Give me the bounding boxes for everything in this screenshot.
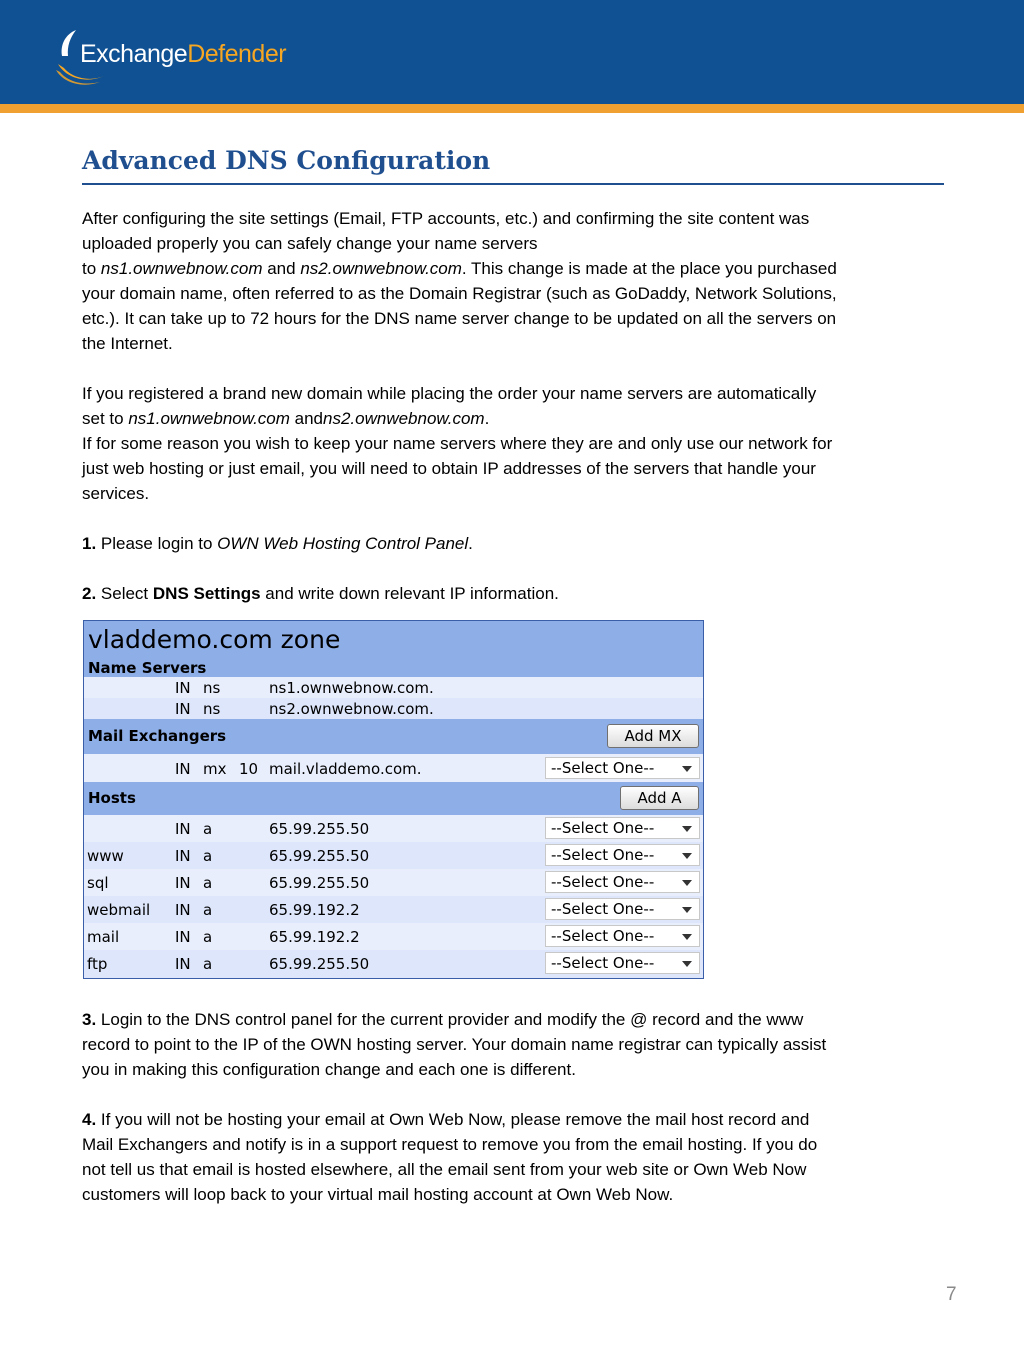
record-type: a [203, 847, 213, 865]
ns1-name: ns1.ownwebnow.com [128, 409, 290, 428]
text-line: After configuring the site settings (Email, FTP accounts, etc.) and confirming the site content was [82, 209, 810, 228]
chevron-down-icon [682, 934, 692, 940]
record-type: ns [203, 679, 221, 697]
text-line: Mail Exchangers and notify is in a support request to remove you from the email hosting. If you do [82, 1135, 818, 1154]
record-action-select[interactable] [545, 871, 700, 893]
record-class: IN [175, 955, 191, 973]
text-line: not tell us that email is hosted elsewhere, all the email sent from your web site or Own Web Now [82, 1160, 807, 1179]
logo-word-exchange: Exchange [80, 40, 188, 68]
record-class: IN [175, 901, 191, 919]
record-class: IN [175, 847, 191, 865]
chevron-down-icon [682, 766, 692, 772]
select-value: --Select One-- [551, 954, 655, 972]
text-line: services. [82, 484, 150, 503]
text-line: record to point to the IP of the OWN hosting server. Your domain name registrar can typically assist [82, 1035, 827, 1054]
page-number: 7 [946, 1284, 957, 1305]
text-run: Login to the DNS control panel for the current provider and modify the @ record and the www [96, 1010, 804, 1029]
table-row [84, 869, 703, 896]
record-class: IN [175, 928, 191, 946]
text-run: If you will not be hosting your email at Own Web Now, please remove the mail host record and [96, 1110, 810, 1129]
record-action-select[interactable] [545, 844, 700, 866]
record-type: a [203, 928, 213, 946]
mail-exchangers-header [84, 719, 703, 754]
host-name: mail [87, 928, 120, 946]
ns1-name: ns1.ownwebnow.com [100, 259, 263, 278]
title-underline [82, 183, 944, 185]
record-value: mail.vladdemo.com. [269, 760, 422, 778]
record-type: a [203, 901, 213, 919]
text-line [82, 1107, 942, 1132]
record-action-select[interactable] [545, 925, 700, 947]
table-row [84, 896, 703, 923]
table-row [84, 677, 703, 698]
step-number: 4. [82, 1110, 97, 1129]
host-ip: 65.99.255.50 [269, 847, 370, 865]
record-type: a [203, 874, 213, 892]
chevron-down-icon [682, 826, 692, 832]
text-run: and [262, 259, 301, 278]
page-title: Advanced DNS Configuration [82, 146, 491, 175]
text-line: your domain name, often referred to as the Domain Registrar (such as GoDaddy, Network Solutions, [82, 284, 837, 303]
text-line: the Internet. [82, 334, 173, 353]
header-stripe [0, 104, 1024, 113]
text-line: just web hosting or just email, you will need to obtain IP addresses of the servers that handle your [82, 459, 816, 478]
record-type: ns [203, 700, 221, 718]
select-value: --Select One-- [551, 819, 655, 837]
text-line: you in making this configuration change and each one is different. [82, 1060, 576, 1079]
table-row [84, 950, 703, 978]
host-name: ftp [87, 955, 108, 973]
add-a-button[interactable]: Add A [620, 786, 699, 810]
ns2-name: ns2.ownwebnow.com [323, 409, 485, 428]
text-line: If for some reason you wish to keep your name servers where they are and only use our network for [82, 434, 833, 453]
step-number: 1. [82, 534, 97, 553]
text-line [82, 1007, 942, 1032]
mail-exchangers-label: Mail Exchangers [88, 727, 227, 745]
name-servers-label: Name Servers [88, 659, 207, 677]
table-row [84, 815, 703, 842]
select-value: --Select One-- [551, 927, 655, 945]
text-run: . This change is made at the place you purchased [461, 259, 837, 278]
header-banner [0, 0, 1024, 104]
ns2-name: ns2.ownwebnow.com [300, 259, 462, 278]
record-action-select[interactable] [545, 817, 700, 839]
dns-settings-label: DNS Settings [152, 584, 261, 603]
record-value: ns2.ownwebnow.com. [269, 700, 434, 718]
table-row [84, 754, 703, 782]
step-4 [82, 1107, 942, 1207]
host-ip: 65.99.255.50 [269, 820, 370, 838]
chevron-down-icon [682, 853, 692, 859]
text-line [82, 256, 942, 281]
record-value: ns1.ownwebnow.com. [269, 679, 434, 697]
select-value: --Select One-- [551, 759, 655, 777]
mx-priority: 10 [239, 760, 259, 778]
host-ip: 65.99.192.2 [269, 928, 360, 946]
chevron-down-icon [682, 907, 692, 913]
zone-title: vladdemo.com zone [88, 625, 341, 654]
record-action-select[interactable] [545, 757, 700, 779]
control-panel-link[interactable]: OWN Web Hosting Control Panel [217, 534, 469, 553]
text-run: Select [96, 584, 153, 603]
step-1 [82, 531, 942, 556]
text-line [82, 581, 942, 606]
text-run: and [289, 409, 323, 428]
host-name: www [87, 847, 124, 865]
hosts-label: Hosts [88, 789, 136, 807]
text-line: If you registered a brand new domain while placing the order your name servers are automatically [82, 384, 817, 403]
table-row [84, 842, 703, 869]
text-line: customers will loop back to your virtual mail hosting account at Own Web Now. [82, 1185, 674, 1204]
select-value: --Select One-- [551, 900, 655, 918]
host-name: sql [87, 874, 109, 892]
record-class: IN [175, 874, 191, 892]
step-number: 3. [82, 1010, 97, 1029]
host-ip: 65.99.255.50 [269, 874, 370, 892]
host-name: webmail [87, 901, 151, 919]
record-class: IN [175, 760, 191, 778]
logo-word-defender: Defender [187, 40, 287, 68]
host-ip: 65.99.255.50 [269, 955, 370, 973]
text-run: Please login to [96, 534, 218, 553]
text-run: to [82, 259, 101, 278]
table-row [84, 698, 703, 719]
text-line: uploaded properly you can safely change your name servers [82, 234, 538, 253]
step-2 [82, 581, 942, 606]
select-value: --Select One-- [551, 846, 655, 864]
intro-paragraph [82, 206, 942, 356]
step-3 [82, 1007, 942, 1082]
text-line: etc.). It can take up to 72 hours for the DNS name server change to be updated on all the servers on [82, 309, 837, 328]
text-run: . [468, 534, 473, 553]
text-run: . [484, 409, 490, 428]
chevron-down-icon [682, 961, 692, 967]
record-class: IN [175, 820, 191, 838]
hosts-header [84, 782, 703, 815]
dns-zone-panel [83, 620, 704, 979]
text-run: and write down relevant IP information. [260, 584, 559, 603]
record-type: a [203, 820, 213, 838]
text-line [82, 406, 942, 431]
text-run: set to [82, 409, 129, 428]
new-domain-paragraph [82, 381, 942, 506]
record-class: IN [175, 700, 191, 718]
record-action-select[interactable] [545, 952, 700, 974]
record-class: IN [175, 679, 191, 697]
record-type: a [203, 955, 213, 973]
select-value: --Select One-- [551, 873, 655, 891]
host-ip: 65.99.192.2 [269, 901, 360, 919]
table-row [84, 923, 703, 950]
chevron-down-icon [682, 880, 692, 886]
exchangedefender-logo [52, 26, 292, 88]
text-line [82, 531, 942, 556]
record-type: mx [203, 760, 227, 778]
add-mx-button[interactable]: Add MX [607, 724, 699, 748]
step-number: 2. [82, 584, 97, 603]
logo-text [80, 40, 286, 69]
record-action-select[interactable] [545, 898, 700, 920]
